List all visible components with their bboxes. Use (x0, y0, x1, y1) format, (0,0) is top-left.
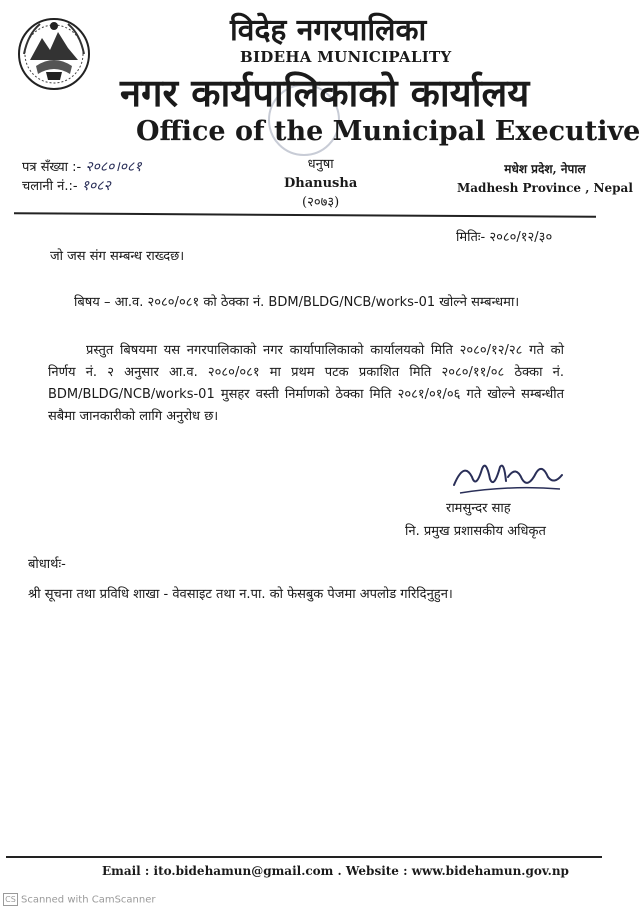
letter-number-label: पत्र सँख्या :- (22, 160, 82, 175)
province-block (457, 160, 633, 198)
letter-body: प्रस्तुत बिषयमा यस नगरपालिकाको नगर कार्यापालिकाको कार्यालयको मिति २०८०/१२/२८ गते को निर्णय नं. २ अनुसार आ.व. २०८०/०८१ मा प्रथम पटक प्रकाशित मिति २०८०/११/०८ ठेक्का नं. BDM/BLDG/NCB/works-01 मुसहर वस्ती निर्माणको ठेक्का मिति २०८१/०१/०६ गते खोल्ने सम्बन्धीत सबैमा जानकारीको लागि अनुरोध छ। (48, 343, 564, 424)
scanner-watermark (3, 893, 156, 906)
established-year: (२०७३) (302, 195, 340, 210)
dispatch-number-value: १०८२ (81, 178, 111, 194)
district-nepali: धनुषा (307, 157, 334, 172)
office-name-english: Office of the Municipal Executive (136, 116, 640, 147)
salutation: जो जस संग सम्बन्ध राख्दछ। (50, 249, 185, 264)
letter-number-value: २०८०।०८१ (85, 159, 142, 175)
reference-numbers (22, 158, 142, 196)
letter-date: मितिः- २०८०/१२/३० (456, 230, 553, 245)
signatory-title: नि. प्रमुख प्रशासकीय अधिकृत (405, 524, 546, 539)
camscanner-icon: CS (3, 893, 18, 906)
municipality-name-english: BIDEHA MUNICIPALITY (240, 48, 452, 66)
handwritten-signature (450, 455, 568, 501)
cc-recipient: श्री सूचना तथा प्रविधि शाखा - वेवसाइट तथा न.पा. को फेसबुक पेजमा अपलोड गरिदिनुहुन। (28, 587, 453, 602)
cc-label: बोधार्थः- (28, 557, 66, 572)
district-block (284, 155, 357, 212)
nepal-emblem-icon (16, 14, 92, 94)
footer-divider (6, 856, 602, 858)
dispatch-number-label: चलानी नं.:- (22, 179, 78, 194)
province-english: Madhesh Province , Nepal (457, 181, 633, 195)
footer-contact: Email : ito.bidehamun@gmail.com . Website : www.bidehamun.gov.np (102, 864, 569, 878)
district-english: Dhanusha (284, 176, 358, 191)
letter-number-row (22, 158, 142, 177)
letter-subject: बिषय – आ.व. २०८०/०८१ को ठेक्का नं. BDM/BLDG/NCB/works-01 खोल्ने सम्बन्धमा। (74, 295, 520, 310)
header-divider (14, 212, 596, 218)
watermark-text: Scanned with CamScanner (21, 894, 156, 906)
province-nepali: मधेश प्रदेश, नेपाल (504, 162, 586, 176)
dispatch-number-row (22, 177, 142, 196)
office-name-nepali: नगर कार्यपालिकाको कार्यालय (120, 71, 530, 115)
municipality-name-nepali: विदेह नगरपालिका (230, 13, 427, 48)
signatory-name: रामसुन्दर साह (446, 501, 511, 516)
